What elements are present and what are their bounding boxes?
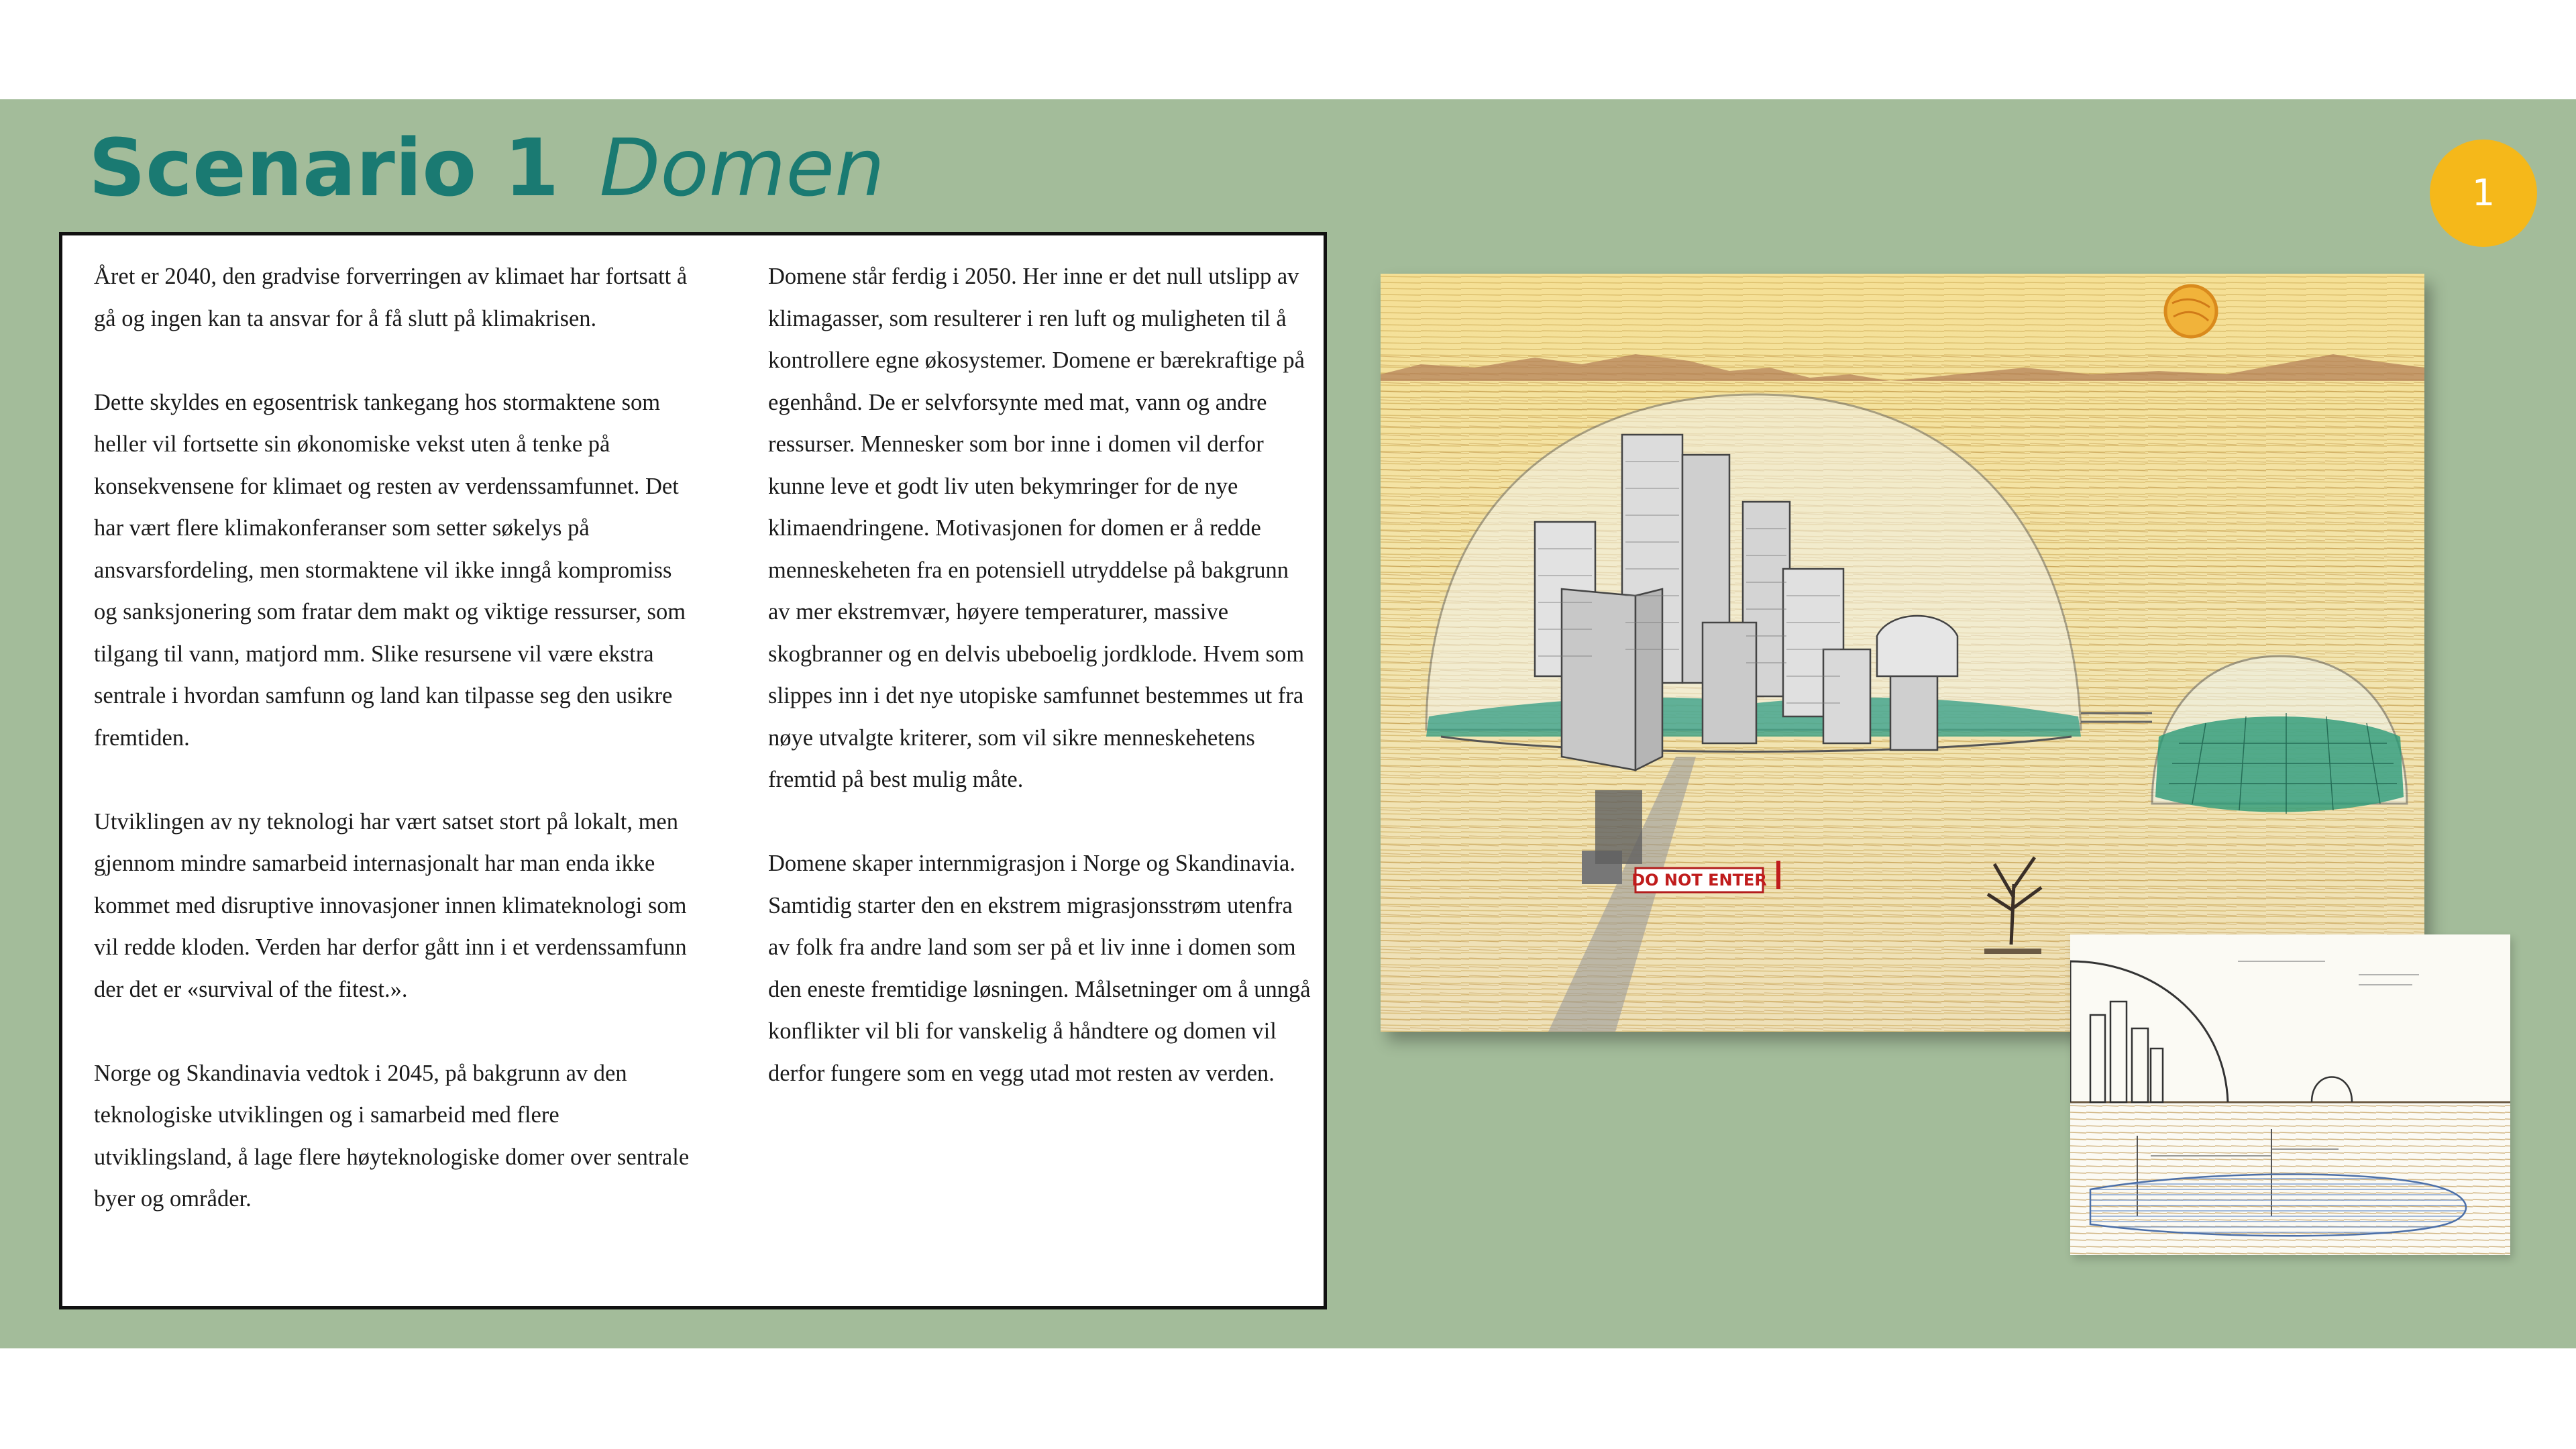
page-number-badge: 1 [2430,140,2537,247]
title-main: Scenario 1 [89,121,559,214]
do-not-enter-sign: DO NOT ENTER [1631,871,1767,890]
paragraph: Domene skaper internmigrasjon i Norge og Skandinavia. Samtidig starter den en ekstrem migrasjonsstrøm utenfra av folk fra andre land som ser på et liv inne i domen som den eneste fremtidige løsningen. Målsetninger om å unngå konflikter vil bli for vanskelig å håndtere og domen vil derfor fungere som en vegg utad mot resten av verden. [768,851,1311,1086]
paragraph: Dette skyldes en egosentrisk tankegang hos stormaktene som heller vil fortsette sin økonomiske vekst uten å tenke på konsekvensene for klimaet og resten av verdenssamfunnet. Det har vært flere klimakonferanser som setter søkelys på ansvarsfordeling, men stormaktene vil ikke inngå kompromiss og sanksjonering som fratar dem makt og viktige ressurser, som tilgang til vann, matjord mm. Slike resursene vil være ekstra sentrale i hvordan samfunn og land kan tilpasse seg den usikre fremtiden. [94,389,686,751]
text-column-left [94,256,698,1220]
text-box [59,232,1327,1309]
dome-city-illustration [1381,274,2424,1032]
paragraph: Utviklingen av ny teknologi har vært satset stort på lokalt, men gjennom mindre samarbeid internasjonalt har man enda ikke kommet med disruptive innovasjoner innen klimateknologi som vil redde kloden. Verden har derfor gått inn i et verdenssamfunn der det er «survival of the fitest.». [94,808,687,1002]
cross-section-illustration [2070,934,2510,1255]
paragraph: Året er 2040, den gradvise forverringen av klimaet har fortsatt å gå og ingen kan ta ansvar for å få slutt på klimakrisen. [94,264,688,331]
dome-city-drawing [1381,274,2424,1032]
page-title [89,114,885,221]
title-sub: Domen [599,121,885,214]
paragraph: Norge og Skandinavia vedtok i 2045, på bakgrunn av den teknologiske utviklingen og i samarbeid med flere utviklingsland, å lage flere høyteknologiske domer over sentrale byer og områder. [94,1060,690,1212]
cross-section-drawing [2070,934,2510,1255]
text-column-right [768,256,1311,1094]
paragraph: Domene står ferdig i 2050. Her inne er det null utslipp av klimagasser, som resulterer i ren luft og muligheten til å kontrollere egne økosystemer. Domene er bærekraftige på egenhånd. De er selvforsynte med mat, vann og andre ressurser. Mennesker som bor inne i domen vil derfor kunne leve et godt liv uten bekymringer for de nye klimaendringene. Motivasjonen for domen er å redde menneskeheten fra en potensiell utryddelse på bakgrunn av mer ekstremvær, høyere temperaturer, massive skogbranner og en delvis ubeboelig jordklode. Hvem som slippes inn i det nye utopiske samfunnet bestemmes ut fra nøye utvalgte kriterer, som vil sikre menneskehetens fremtid på best mulig måte. [768,264,1305,792]
